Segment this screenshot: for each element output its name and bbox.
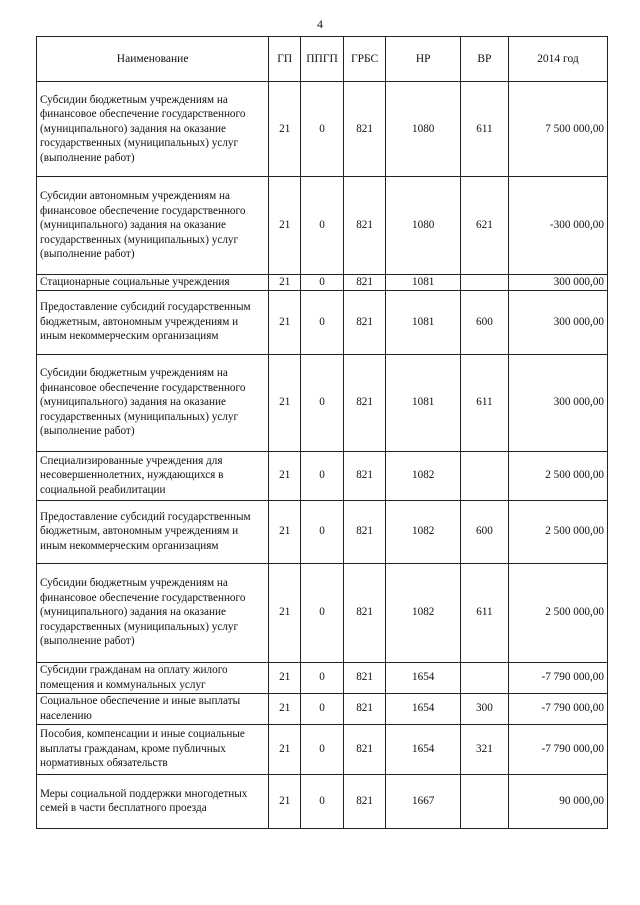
row-nr: 1654: [386, 662, 461, 693]
table-row: [37, 500, 608, 563]
row-gp: 21: [269, 82, 301, 177]
row-grbs: 821: [343, 693, 386, 724]
row-amount: 300 000,00: [508, 275, 607, 291]
row-vr: 600: [460, 290, 508, 354]
row-vr: 321: [460, 724, 508, 774]
table-row: [37, 662, 608, 693]
row-nr: 1080: [386, 82, 461, 177]
row-vr: 621: [460, 177, 508, 275]
page-number: 4: [317, 17, 323, 31]
row-vr: 611: [460, 354, 508, 451]
row-name: Социальное обеспечение и иные выплаты населению: [37, 693, 269, 724]
row-name: Субсидии автономным учреждениям на финансовое обеспечение государственного (муниципального) задания на оказание государственных (муниципальных) услуг (выполнение работ): [37, 177, 269, 275]
row-gp: 21: [269, 275, 301, 291]
header-ppgp: ППГП: [301, 37, 344, 82]
row-nr: 1080: [386, 177, 461, 275]
header-vr: ВР: [460, 37, 508, 82]
table-row: [37, 354, 608, 451]
table-row: [37, 290, 608, 354]
row-ppgp: 0: [301, 275, 344, 291]
row-nr: 1082: [386, 563, 461, 662]
table-row: [37, 774, 608, 828]
row-nr: 1654: [386, 693, 461, 724]
row-name: Субсидии гражданам на оплату жилого помещения и коммунальных услуг: [37, 662, 269, 693]
row-vr: [460, 451, 508, 500]
row-name: Стационарные социальные учреждения: [37, 275, 269, 291]
budget-table: [36, 36, 608, 829]
row-gp: 21: [269, 563, 301, 662]
row-nr: 1081: [386, 354, 461, 451]
table-row: [37, 563, 608, 662]
row-gp: 21: [269, 451, 301, 500]
row-grbs: 821: [343, 354, 386, 451]
row-grbs: 821: [343, 774, 386, 828]
row-ppgp: 0: [301, 662, 344, 693]
row-grbs: 821: [343, 724, 386, 774]
row-name: Меры социальной поддержки многодетных семей в части бесплатного проезда: [37, 774, 269, 828]
row-nr: 1081: [386, 275, 461, 291]
row-nr: 1654: [386, 724, 461, 774]
row-name: Субсидии бюджетным учреждениям на финансовое обеспечение государственного (муниципального) задания на оказание государственных (муниципальных) услуг (выполнение работ): [37, 354, 269, 451]
row-ppgp: 0: [301, 774, 344, 828]
row-vr: 611: [460, 82, 508, 177]
row-nr: 1082: [386, 451, 461, 500]
row-gp: 21: [269, 693, 301, 724]
row-gp: 21: [269, 774, 301, 828]
row-vr: [460, 275, 508, 291]
row-grbs: 821: [343, 451, 386, 500]
row-grbs: 821: [343, 177, 386, 275]
row-vr: [460, 774, 508, 828]
header-gp: ГП: [269, 37, 301, 82]
row-amount: 2 500 000,00: [508, 500, 607, 563]
row-grbs: 821: [343, 290, 386, 354]
row-nr: 1081: [386, 290, 461, 354]
row-name: Субсидии бюджетным учреждениям на финансовое обеспечение государственного (муниципального) задания на оказание государственных (муниципальных) услуг (выполнение работ): [37, 82, 269, 177]
row-ppgp: 0: [301, 693, 344, 724]
table-row: [37, 451, 608, 500]
row-ppgp: 0: [301, 354, 344, 451]
row-amount: 90 000,00: [508, 774, 607, 828]
row-gp: 21: [269, 177, 301, 275]
row-amount: 2 500 000,00: [508, 451, 607, 500]
row-amount: 2 500 000,00: [508, 563, 607, 662]
row-grbs: 821: [343, 563, 386, 662]
row-gp: 21: [269, 354, 301, 451]
table-row: [37, 82, 608, 177]
row-amount: 300 000,00: [508, 354, 607, 451]
header-name: Наименование: [37, 37, 269, 82]
row-vr: 300: [460, 693, 508, 724]
row-grbs: 821: [343, 82, 386, 177]
table-row: [37, 724, 608, 774]
row-gp: 21: [269, 500, 301, 563]
header-nr: НР: [386, 37, 461, 82]
row-name: Специализированные учреждения для несовершеннолетних, нуждающихся в социальной реабилитации: [37, 451, 269, 500]
row-nr: 1667: [386, 774, 461, 828]
row-amount: 300 000,00: [508, 290, 607, 354]
row-name: Предоставление субсидий государственным бюджетным, автономным учреждениям и иным некоммерческим организациям: [37, 290, 269, 354]
row-name: Предоставление субсидий государственным бюджетным, автономным учреждениям и иным некоммерческим организациям: [37, 500, 269, 563]
table-row: [37, 693, 608, 724]
row-vr: 600: [460, 500, 508, 563]
row-ppgp: 0: [301, 82, 344, 177]
row-gp: 21: [269, 662, 301, 693]
header-year: 2014 год: [508, 37, 607, 82]
row-name: Пособия, компенсации и иные социальные выплаты гражданам, кроме публичных нормативных обязательств: [37, 724, 269, 774]
row-amount: -7 790 000,00: [508, 662, 607, 693]
table-row: [37, 177, 608, 275]
row-gp: 21: [269, 724, 301, 774]
row-ppgp: 0: [301, 177, 344, 275]
row-ppgp: 0: [301, 290, 344, 354]
header-grbs: ГРБС: [343, 37, 386, 82]
row-vr: [460, 662, 508, 693]
row-ppgp: 0: [301, 724, 344, 774]
row-amount: -300 000,00: [508, 177, 607, 275]
row-amount: -7 790 000,00: [508, 724, 607, 774]
row-grbs: 821: [343, 662, 386, 693]
row-gp: 21: [269, 290, 301, 354]
row-amount: 7 500 000,00: [508, 82, 607, 177]
row-nr: 1082: [386, 500, 461, 563]
row-ppgp: 0: [301, 451, 344, 500]
row-ppgp: 0: [301, 563, 344, 662]
row-grbs: 821: [343, 275, 386, 291]
row-ppgp: 0: [301, 500, 344, 563]
row-name: Субсидии бюджетным учреждениям на финансовое обеспечение государственного (муниципального) задания на оказание государственных (муниципальных) услуг (выполнение работ): [37, 563, 269, 662]
row-vr: 611: [460, 563, 508, 662]
row-amount: -7 790 000,00: [508, 693, 607, 724]
table-header-row: [37, 37, 608, 82]
table-row: [37, 275, 608, 291]
row-grbs: 821: [343, 500, 386, 563]
